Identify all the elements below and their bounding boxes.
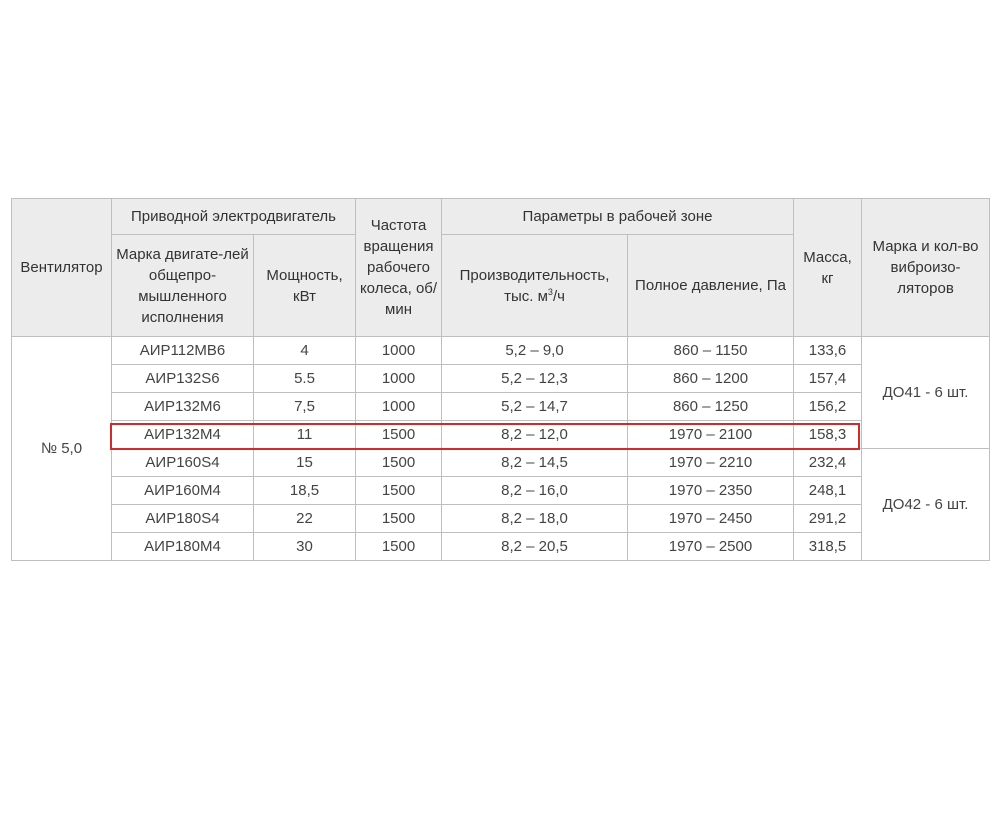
cell-pressure: 1970 – 2350 [628,477,794,505]
cell-pressure: 860 – 1250 [628,393,794,421]
cell-pressure: 1970 – 2100 [628,421,794,449]
header-mass: Масса, кг [794,199,862,337]
cell-power: 7,5 [254,393,356,421]
cell-speed: 1500 [356,421,442,449]
table-row [12,505,990,533]
cell-mass: 157,4 [794,365,862,393]
cell-power: 18,5 [254,477,356,505]
fan-specs-table-wrapper [11,198,989,561]
cell-mass: 291,2 [794,505,862,533]
header-motor-brand: Марка двигате-лей общепро-мышленного исполнения [112,235,254,337]
cell-brand: АИР132М6 [112,393,254,421]
cell-capacity: 5,2 – 12,3 [442,365,628,393]
header-rotation-speed: Частота вращения рабочего колеса, об/мин [356,199,442,337]
cell-capacity: 8,2 – 18,0 [442,505,628,533]
cell-speed: 1500 [356,449,442,477]
cell-mass: 318,5 [794,533,862,561]
cell-power: 30 [254,533,356,561]
header-capacity [442,235,628,337]
cell-pressure: 860 – 1150 [628,337,794,365]
table-row [12,449,990,477]
cell-mass: 156,2 [794,393,862,421]
table-row [12,337,990,365]
cell-capacity: 5,2 – 14,7 [442,393,628,421]
cell-brand: АИР132S6 [112,365,254,393]
header-work-zone-params: Параметры в рабочей зоне [442,199,794,235]
header-pressure: Полное давление, Па [628,235,794,337]
header-vibro: Марка и кол-во виброизо-ляторов [862,199,990,337]
cell-capacity: 8,2 – 14,5 [442,449,628,477]
cell-speed: 1000 [356,337,442,365]
table-row [12,533,990,561]
header-capacity-prefix: Производительность, тыс. м [459,266,610,305]
cell-capacity: 8,2 – 12,0 [442,421,628,449]
fan-specs-table [11,198,990,561]
header-power: Мощность, кВт [254,235,356,337]
header-drive-motor: Приводной электродвигатель [112,199,356,235]
cell-capacity: 8,2 – 16,0 [442,477,628,505]
cell-speed: 1000 [356,393,442,421]
cell-brand: АИР112МВ6 [112,337,254,365]
cell-power: 22 [254,505,356,533]
table-row [12,365,990,393]
cell-mass: 232,4 [794,449,862,477]
cell-brand: АИР180М4 [112,533,254,561]
cell-brand: АИР132М4 [112,421,254,449]
cell-brand: АИР160S4 [112,449,254,477]
vibro-group-1: ДО41 - 6 шт. [862,337,990,449]
cell-mass: 158,3 [794,421,862,449]
header-capacity-sup: 3 [547,286,553,297]
cell-brand: АИР160М4 [112,477,254,505]
cell-pressure: 1970 – 2210 [628,449,794,477]
cell-speed: 1000 [356,365,442,393]
cell-speed: 1500 [356,477,442,505]
cell-brand: АИР180S4 [112,505,254,533]
cell-power: 15 [254,449,356,477]
table-row-highlighted [12,421,990,449]
table-row [12,393,990,421]
cell-speed: 1500 [356,505,442,533]
cell-mass: 248,1 [794,477,862,505]
header-capacity-suffix: /ч [552,287,565,305]
cell-mass: 133,6 [794,337,862,365]
cell-pressure: 1970 – 2450 [628,505,794,533]
vibro-group-2: ДО42 - 6 шт. [862,449,990,561]
cell-power: 4 [254,337,356,365]
table-row [12,477,990,505]
cell-pressure: 1970 – 2500 [628,533,794,561]
fan-number: № 5,0 [12,337,112,561]
cell-speed: 1500 [356,533,442,561]
cell-power: 11 [254,421,356,449]
header-fan: Вентилятор [12,199,112,337]
cell-capacity: 5,2 – 9,0 [442,337,628,365]
cell-power: 5.5 [254,365,356,393]
cell-capacity: 8,2 – 20,5 [442,533,628,561]
cell-pressure: 860 – 1200 [628,365,794,393]
